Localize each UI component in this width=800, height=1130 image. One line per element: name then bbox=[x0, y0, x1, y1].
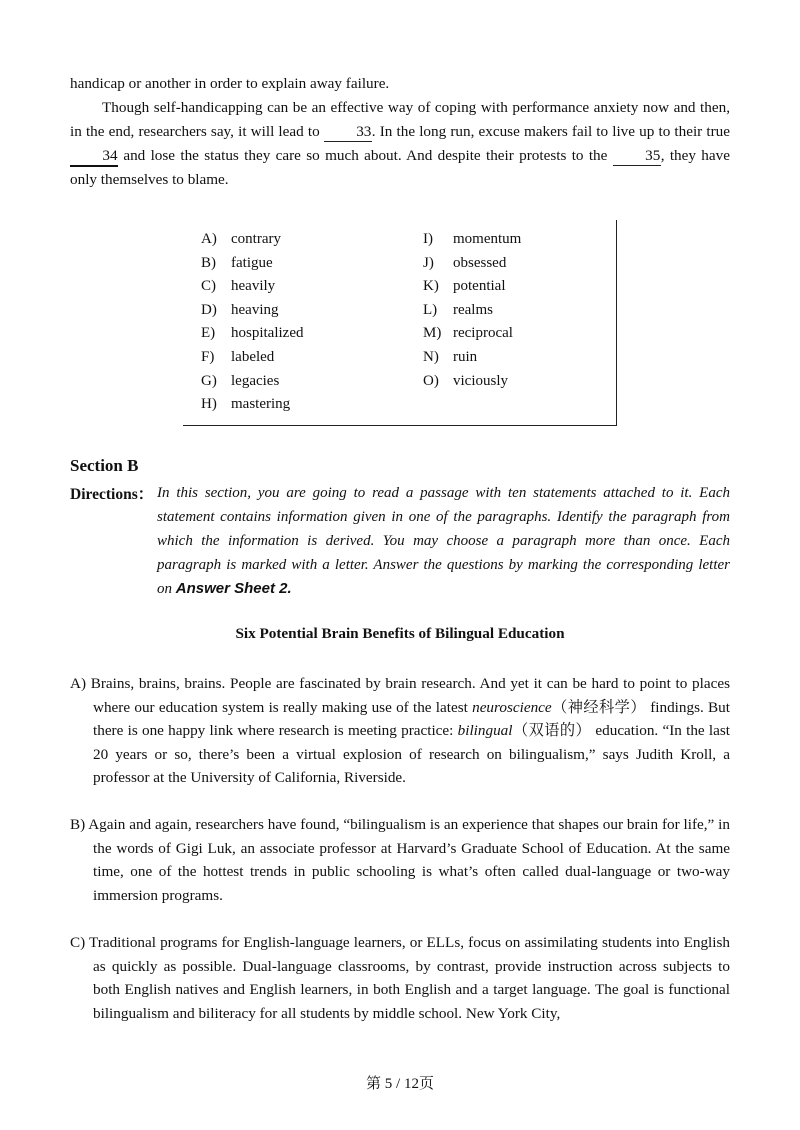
term-bilingual: bilingual bbox=[457, 722, 513, 740]
word-option: H) mastering bbox=[201, 396, 291, 413]
word-option: L) realms bbox=[423, 301, 493, 318]
word-option: A) contrary bbox=[201, 231, 281, 247]
gloss-bilingual: （双语的） bbox=[512, 722, 592, 740]
blank-33[interactable]: 33 bbox=[324, 123, 372, 142]
word-option: C) heavily bbox=[201, 278, 276, 295]
directions-text: In this section, you are going to read a passage with ten statements attached to it. Each statement contains information given in one of the paragraphs. Identify the paragraph from which the information is derived. You may choose a paragraph more than once. Each paragraph is marked with a letter. Answer the questions by marking the corresponding letter on Answer Sheet 2. bbox=[157, 485, 730, 597]
blank-34[interactable]: 34 bbox=[70, 147, 118, 167]
word-option: E) hospitalized bbox=[201, 325, 304, 342]
word-option: F) labeled bbox=[201, 348, 275, 365]
answer-sheet-reference: Answer Sheet 2. bbox=[175, 580, 292, 597]
passage-continuation-line: handicap or another in order to explain away failure. bbox=[70, 75, 390, 92]
blank-35[interactable]: 35 bbox=[613, 147, 661, 166]
paragraph-b: B) Again and again, researchers have found, “bilingualism is an experience that shapes our brain for life,” in the words of Gigi Luk, an associate professor at Harvard’s Graduate School of Education. At the same time, one of the hottest trends in public schooling is what’s often called dual-language or two-way immersion programs. bbox=[70, 816, 730, 904]
passage-title: Six Potential Brain Benefits of Bilingual Education bbox=[235, 625, 565, 642]
gloss-neuroscience: （神经科学） bbox=[551, 698, 646, 716]
word-bank bbox=[183, 220, 617, 426]
word-option: B) fatigue bbox=[201, 254, 273, 271]
section-b-heading: Section B bbox=[70, 456, 139, 475]
word-option: J) obsessed bbox=[423, 254, 507, 271]
word-option: N) ruin bbox=[423, 348, 478, 365]
word-option: I) momentum bbox=[423, 231, 522, 247]
word-bank-right-column bbox=[423, 228, 521, 393]
directions-label: Directions： bbox=[70, 486, 154, 503]
paragraph-c: C) Traditional programs for English-language learners, or ELLs, focus on assimilating students into English as quickly as possible. Dual-language classrooms, by contrast, provide instruction across subjects to both English natives and English learners, in both English and a target language. The goal is functional bilingualism and biliteracy for all students by middle school. New York City, bbox=[70, 934, 730, 1022]
paragraph-a: A) Brains, brains, brains. People are fascinated by brain research. And yet it can be hard to point to places where our education system is really making use of the latest neuroscience（神经科学） findings. But there is one happy link where research is meeting practice: bilingual（双语的） education. “In the last 20 years or so, there’s been a virtual explosion of research on bilingualism,” says Judith Kroll, a professor at the University of California, Riverside. bbox=[70, 675, 730, 787]
passage-paragraph-blanks: Though self-handicapping can be an effective way of coping with performance anxiety now and then, in the end, researchers say, it will lead to 33. In the long run, excuse makers fail to live up to their true 34 and lose the status they care so much about. And despite their protests to the 35, they have only themselves to blame. bbox=[70, 99, 730, 188]
page-number-footer: 第 5 / 12页 bbox=[366, 1076, 434, 1092]
word-option: M) reciprocal bbox=[423, 325, 513, 342]
word-bank-left-column bbox=[201, 228, 303, 417]
word-option: K) potential bbox=[423, 278, 506, 295]
word-option: D) heaving bbox=[201, 301, 279, 318]
term-neuroscience: neuroscience bbox=[472, 698, 552, 716]
word-option: O) viciously bbox=[423, 372, 508, 389]
word-option: G) legacies bbox=[201, 372, 280, 389]
